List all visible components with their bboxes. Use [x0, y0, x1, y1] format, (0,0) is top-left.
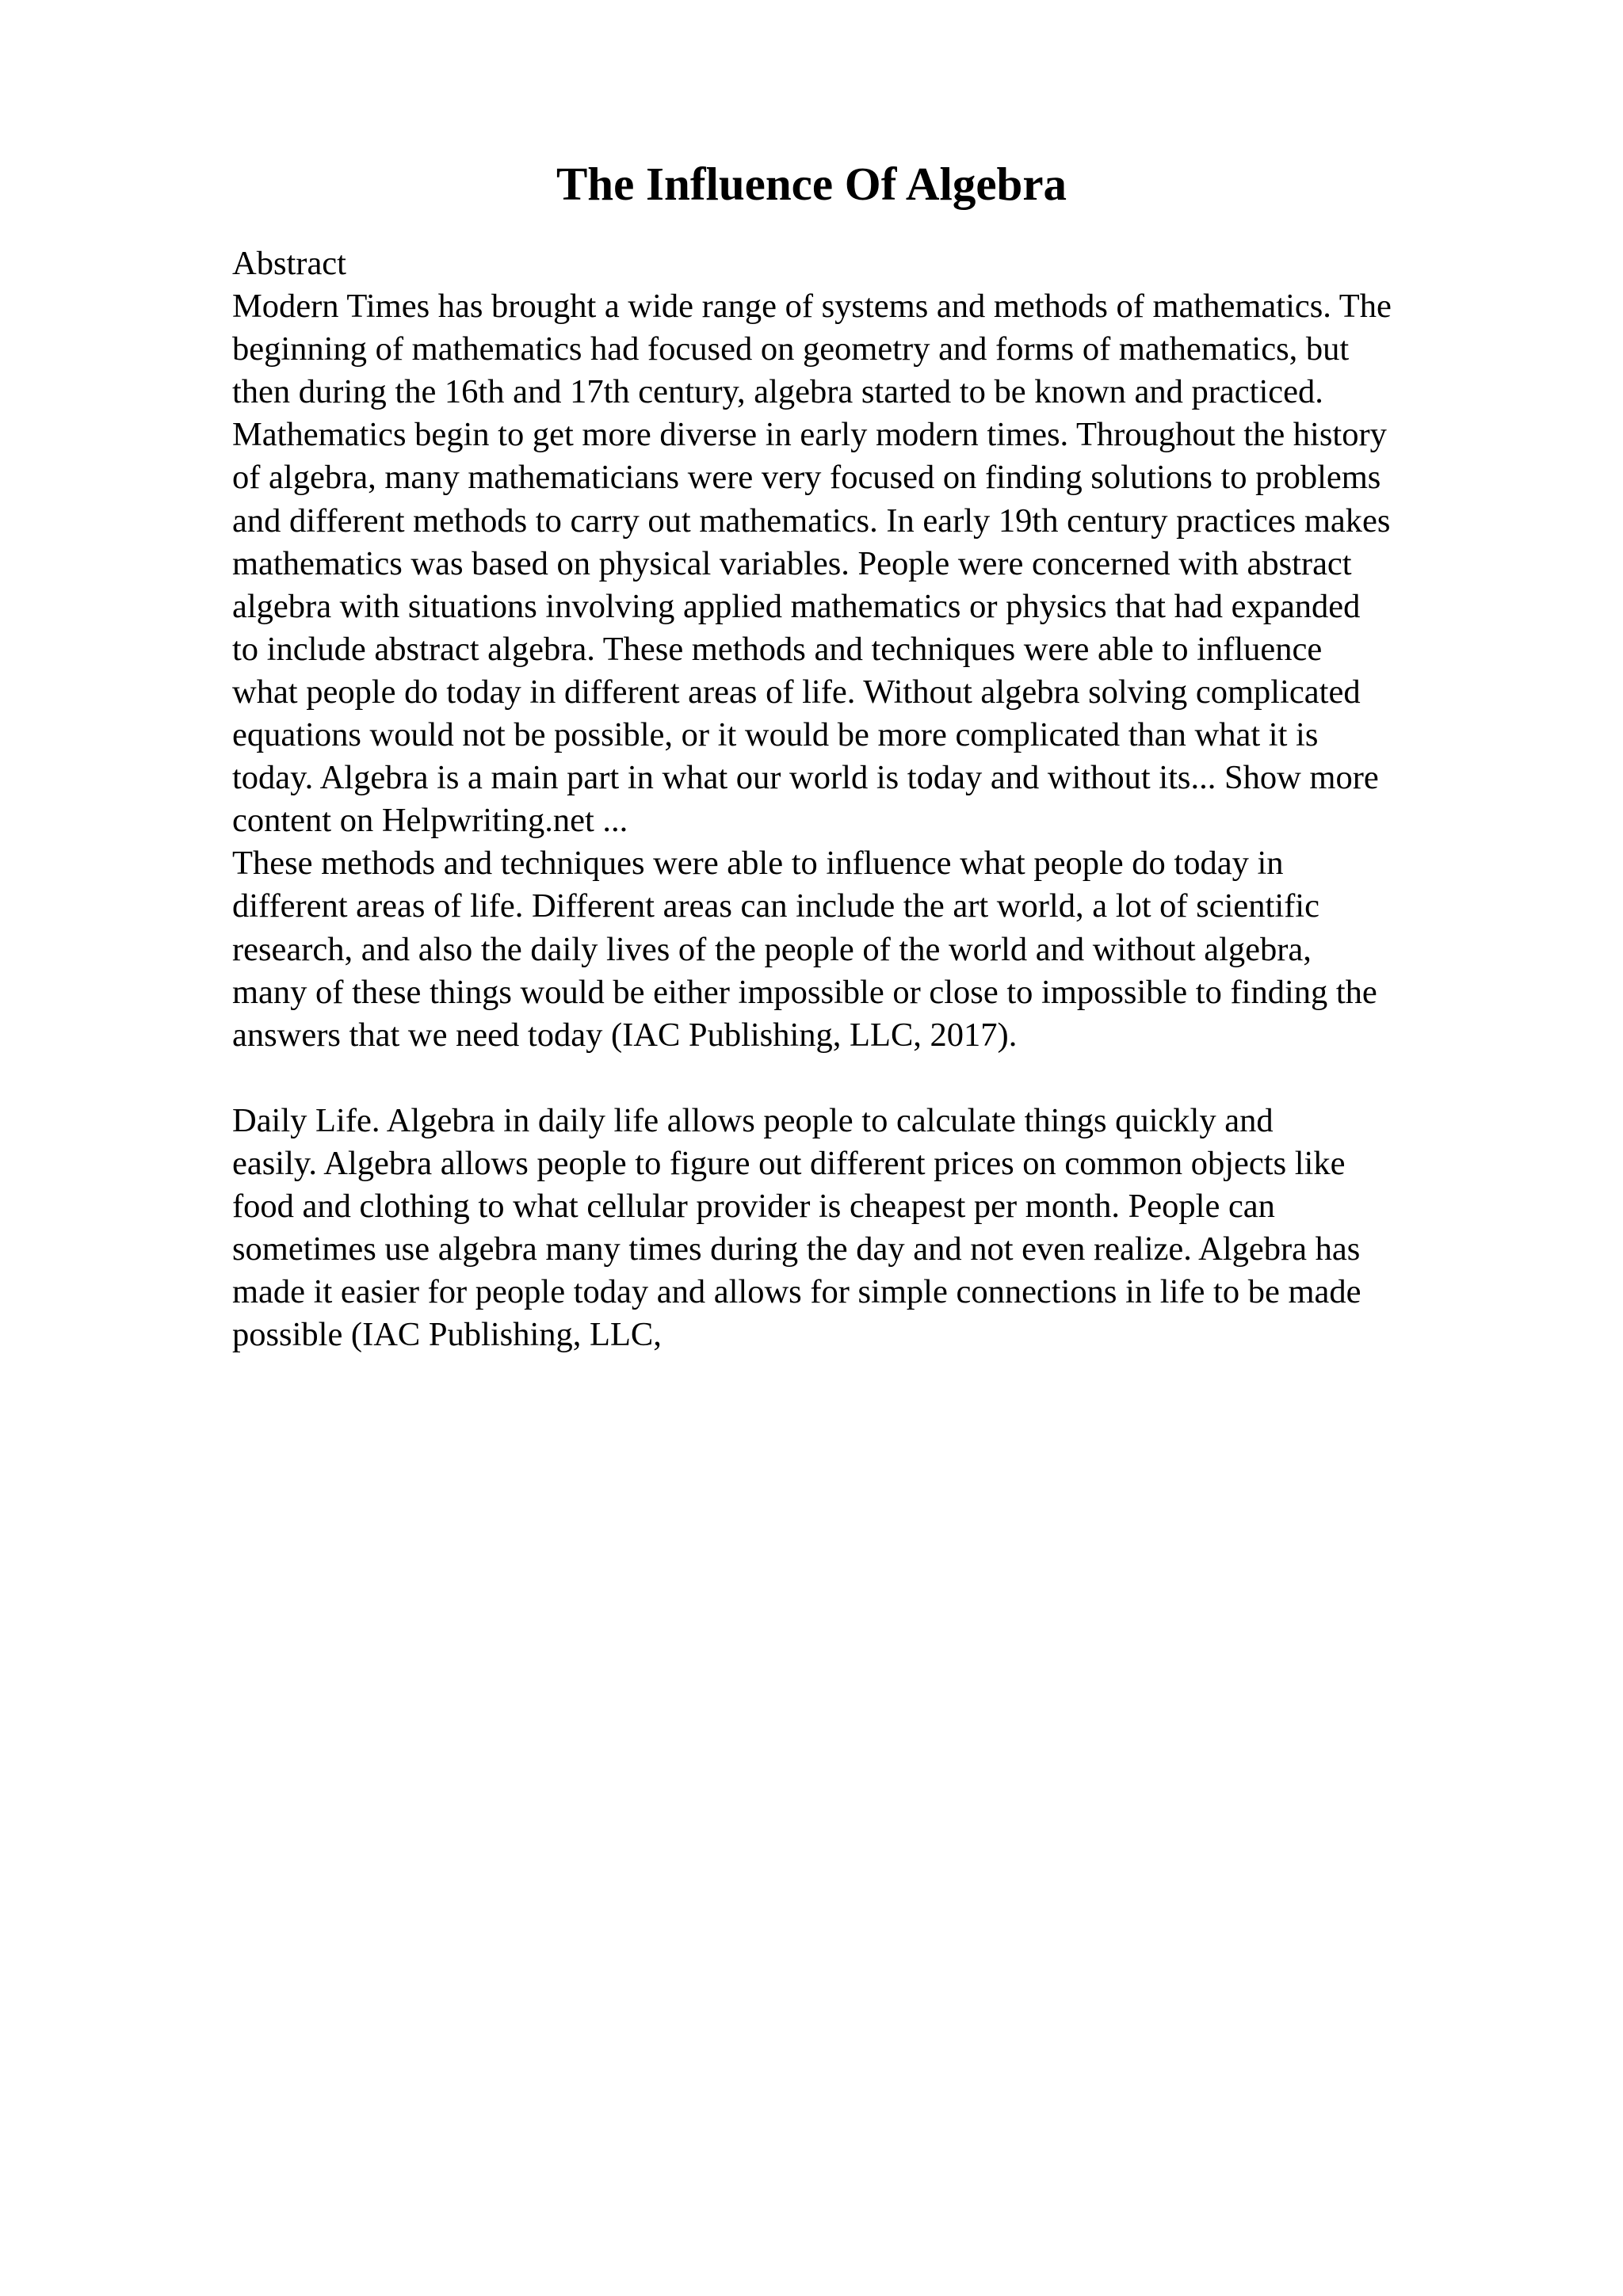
text-line: to include abstract algebra. These methods and techniques were able to influence	[232, 630, 1323, 668]
paragraph-daily-life	[232, 1100, 1516, 1357]
text-line: of algebra, many mathematicians were very focused on finding solutions to problems	[232, 459, 1381, 497]
text-line: today. Algebra is a main part in what our world is today and without its... Show more	[232, 759, 1379, 797]
text-line: research, and also the daily lives of the people of the world and without algebra,	[232, 930, 1312, 968]
text-line: equations would not be possible, or it would be more complicated than what it is	[232, 716, 1319, 754]
text-line: possible (IAC Publishing, LLC,	[232, 1316, 662, 1354]
text-line: Mathematics begin to get more diverse in early modern times. Throughout the history	[232, 416, 1387, 454]
text-line: mathematics was based on physical variables. People were concerned with abstract	[232, 544, 1352, 582]
text-line: answers that we need today (IAC Publishing, LLC, 2017).	[232, 1016, 1018, 1054]
abstract-heading: Abstract	[232, 245, 346, 282]
paragraph-methods	[232, 842, 1516, 1056]
text-line: different areas of life. Different areas can include the art world, a lot of scientific	[232, 887, 1319, 925]
text-line: and different methods to carry out mathematics. In early 19th century practices makes	[232, 502, 1391, 540]
text-line: many of these things would be either impossible or close to impossible to finding the	[232, 973, 1377, 1011]
text-line: content on Helpwriting.net ...	[232, 802, 628, 840]
page-title: The Influence Of Algebra	[556, 158, 1067, 210]
text-line: These methods and techniques were able to influence what people do today in	[232, 845, 1284, 883]
paragraph-abstract	[232, 285, 1516, 842]
text-line: Daily Life. Algebra in daily life allows people to calculate things quickly and	[232, 1101, 1274, 1139]
text-line: Modern Times has brought a wide range of systems and methods of mathematics. The	[232, 288, 1392, 326]
text-line: food and clothing to what cellular provider is cheapest per month. People can	[232, 1188, 1275, 1226]
document-body	[232, 242, 1516, 1356]
text-line: easily. Algebra allows people to figure out different prices on common objects like	[232, 1144, 1346, 1182]
text-line: what people do today in different areas of life. Without algebra solving complicated	[232, 673, 1361, 711]
text-line: algebra with situations involving applied mathematics or physics that had expanded	[232, 587, 1361, 625]
text-line: sometimes use algebra many times during the day and not even realize. Algebra has	[232, 1230, 1361, 1268]
text-line: made it easier for people today and allows for simple connections in life to be made	[232, 1273, 1361, 1311]
paragraph-spacer	[232, 1057, 1516, 1100]
text-line: then during the 16th and 17th century, algebra started to be known and practiced.	[232, 373, 1323, 411]
text-line: beginning of mathematics had focused on geometry and forms of mathematics, but	[232, 330, 1350, 368]
